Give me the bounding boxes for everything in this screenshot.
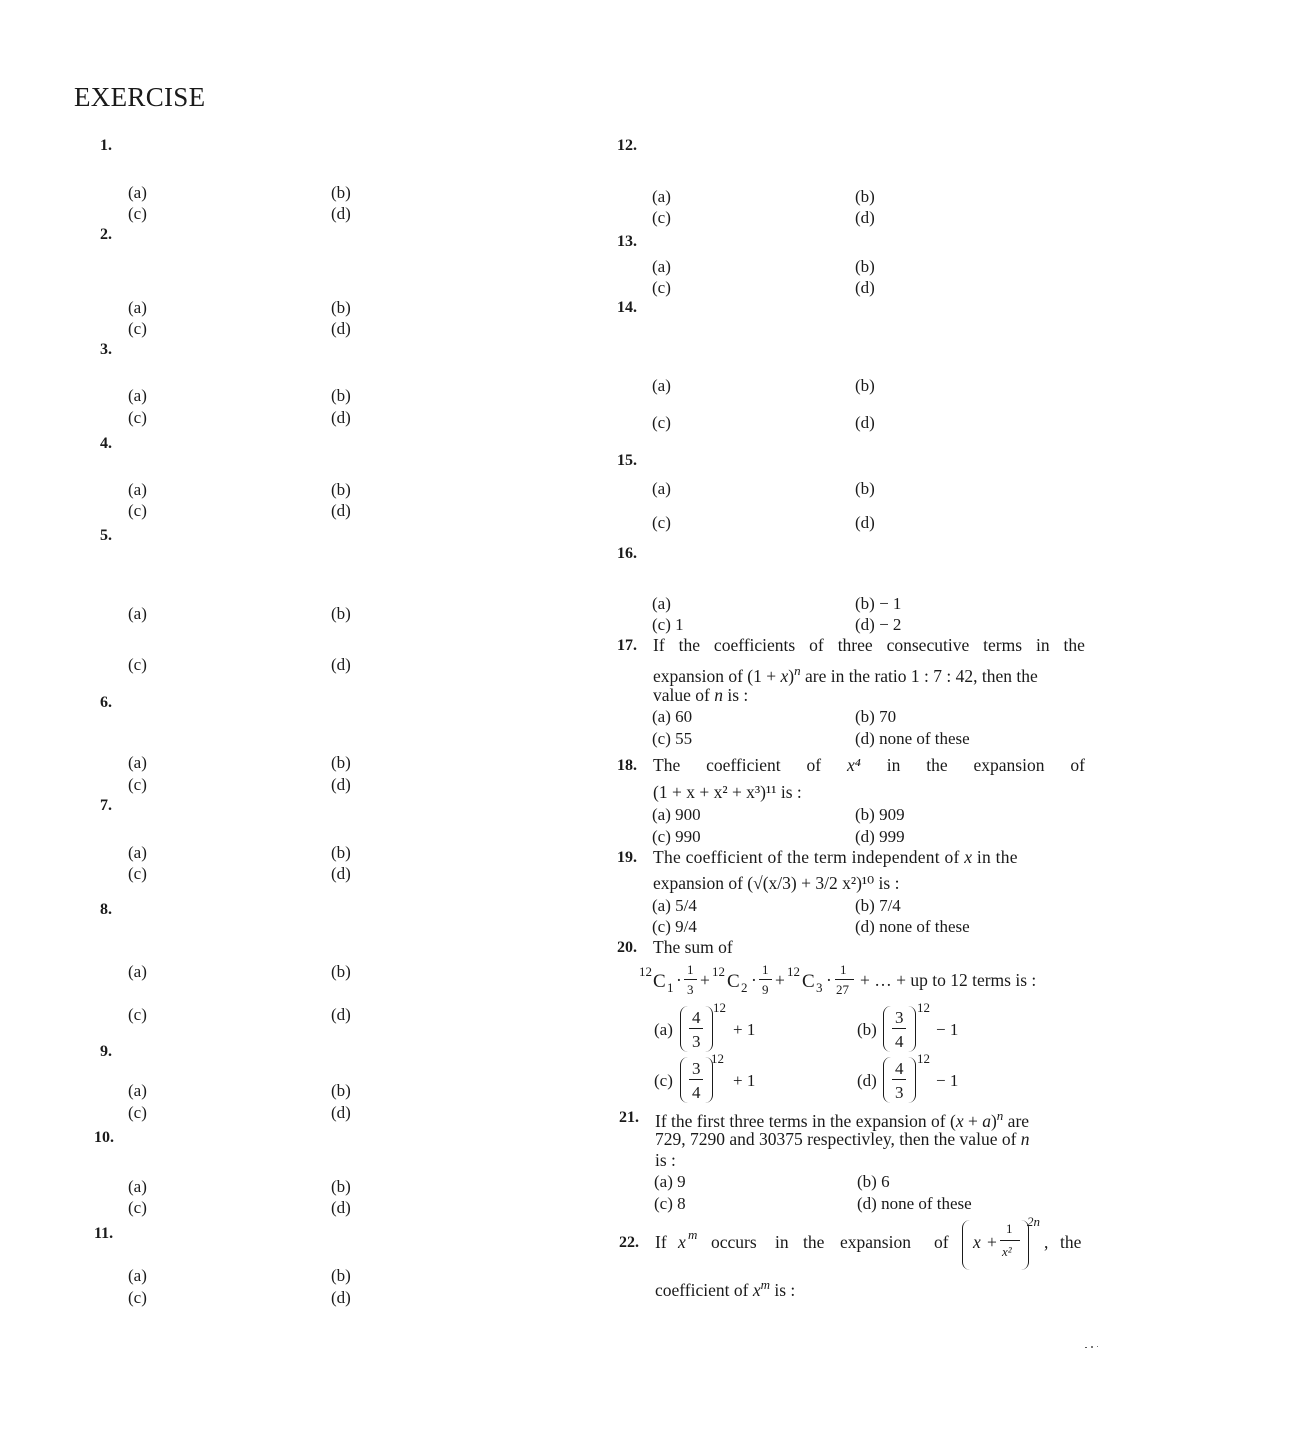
- option-a: (a): [652, 479, 671, 498]
- question-stem-line-1: If the first three terms in the expansion of $(x + a)^n$ are: [655, 1108, 1030, 1131]
- option-a: (a): [652, 257, 671, 276]
- question-number: 4.: [100, 435, 112, 452]
- left-parenthesis: [962, 1220, 970, 1270]
- option-b: (b): [331, 1177, 351, 1196]
- option-a: (a): [128, 480, 147, 499]
- fraction-bar: [689, 1028, 703, 1029]
- fraction-bar: [892, 1028, 906, 1029]
- question-stem-line-2: expansion of $(1 + x)^n$ are in the ratio 1 : 7 : 42, then the: [653, 663, 1038, 686]
- option-label: (a): [654, 1020, 673, 1039]
- term-1-dot: ·: [676, 970, 682, 990]
- term-2-fraction-bar: [759, 979, 772, 980]
- option-c: (c) 1: [652, 615, 684, 634]
- stem-word: of: [934, 1232, 949, 1252]
- expr-plus: +: [987, 1232, 997, 1252]
- option-tail: + 1: [733, 1020, 756, 1039]
- option-d: (d): [855, 208, 875, 227]
- option-d: (d) none of these: [855, 917, 970, 936]
- left-parenthesis: [883, 1057, 891, 1103]
- option-b: (b): [331, 480, 351, 499]
- option-b: (b) 6: [857, 1172, 890, 1191]
- question-number: 7.: [100, 797, 112, 814]
- denominator: 3: [895, 1083, 904, 1102]
- option-b: (b) 909: [855, 805, 905, 824]
- scan-speck-mark: [1085, 1346, 1099, 1349]
- option-b: (b): [331, 962, 351, 981]
- option-a: (a): [128, 962, 147, 981]
- option-c: (c): [128, 655, 147, 674]
- stem-word: in: [775, 1232, 789, 1252]
- question-number: 20.: [617, 939, 637, 956]
- option-b: (b): [855, 187, 875, 206]
- question-number: 2.: [100, 226, 112, 243]
- option-b: (b): [331, 843, 351, 862]
- option-a: (a): [652, 594, 671, 613]
- expr-comma: ,: [1044, 1232, 1049, 1252]
- expr-denominator: x²: [1002, 1244, 1012, 1259]
- stem-word: the: [803, 1232, 825, 1252]
- question-stem-line-3: value of n is :: [653, 685, 749, 705]
- option-b: (b): [855, 257, 875, 276]
- option-c: (c): [128, 1198, 147, 1217]
- question-number: 14.: [617, 299, 637, 316]
- option-c: (c): [128, 775, 147, 794]
- right-parenthesis: [705, 1006, 713, 1052]
- option-a: (a): [128, 1081, 147, 1100]
- right-parenthesis: [908, 1057, 916, 1103]
- question-number: 1.: [100, 137, 112, 154]
- option-a: (a): [652, 187, 671, 206]
- option-b: (b): [855, 376, 875, 395]
- term-3-fraction-bar: [835, 979, 854, 980]
- option-b: (b) 70: [855, 707, 897, 726]
- question-number: 3.: [100, 341, 112, 358]
- exponent: 12: [711, 1051, 724, 1066]
- option-d: (d): [331, 408, 351, 427]
- option-d: (d): [855, 413, 875, 432]
- option-a: (a): [128, 183, 147, 202]
- option-b: (b): [331, 604, 351, 623]
- question-stem-line-1: The coefficient of x⁴ in the expansion of: [653, 755, 1085, 775]
- question-number: 8.: [100, 901, 112, 918]
- fraction-bar: [689, 1079, 703, 1080]
- question-stem-line-3: is :: [655, 1150, 676, 1170]
- option-d: (d) − 2: [855, 615, 902, 634]
- question-number: 5.: [100, 527, 112, 544]
- question-number: 12.: [617, 137, 637, 154]
- option-d: (d) 999: [855, 827, 905, 846]
- expr-variable: x: [973, 1232, 981, 1252]
- option-b: (b): [331, 298, 351, 317]
- term-2-denominator: 9: [762, 982, 769, 997]
- term-3-subscript: 3: [816, 980, 823, 995]
- question-stem-line-2: 729, 7290 and 30375 respectivley, then the value of n: [655, 1129, 1030, 1149]
- term-2-numerator: 1: [762, 962, 769, 977]
- page-title: EXERCISE: [74, 82, 206, 112]
- option-a: (a): [128, 1266, 147, 1285]
- option-d: (d): [855, 513, 875, 532]
- left-parenthesis: [680, 1057, 688, 1103]
- stem-word: expansion: [840, 1232, 911, 1252]
- term-1-subscript: 1: [667, 980, 674, 995]
- option-c: (c) 55: [652, 729, 693, 748]
- term-1-denominator: 3: [687, 982, 694, 997]
- left-parenthesis: [680, 1006, 688, 1052]
- question-number: 15.: [617, 452, 637, 469]
- option-a: (a): [128, 386, 147, 405]
- option-d: (d): [331, 1005, 351, 1024]
- question-number: 6.: [100, 694, 112, 711]
- option-d: (d): [331, 501, 351, 520]
- term-2-dot: ·: [751, 970, 757, 990]
- numerator: 4: [895, 1059, 904, 1078]
- option-c: (c): [128, 1005, 147, 1024]
- expr-numerator: 1: [1006, 1221, 1013, 1236]
- option-c: (c): [128, 204, 147, 223]
- option-c: (c): [652, 413, 671, 432]
- term-2-superscript: 12: [712, 964, 725, 979]
- option-a: (a) 9: [654, 1172, 686, 1191]
- term-1-numerator: 1: [687, 962, 694, 977]
- option-b: (b): [331, 1266, 351, 1285]
- exponent: 12: [713, 1000, 726, 1015]
- left-parenthesis: [883, 1006, 891, 1052]
- question-number: 16.: [617, 545, 637, 562]
- option-d: (d): [331, 775, 351, 794]
- term-1-fraction-bar: [684, 979, 697, 980]
- option-label: (b): [857, 1020, 877, 1039]
- option-c: (c) 8: [654, 1194, 686, 1213]
- option-tail: + 1: [733, 1071, 756, 1090]
- option-d: (d): [331, 204, 351, 223]
- option-b: (b): [331, 183, 351, 202]
- question-stem-line-2: expansion of (√(x/3) + 3/2 x²)¹⁰ is :: [653, 873, 900, 893]
- term-3-dot: ·: [826, 970, 832, 990]
- option-d: (d) none of these: [857, 1194, 972, 1213]
- question-stem-line-2: coefficient of $x^m$ is :: [655, 1277, 796, 1300]
- option-tail: − 1: [936, 1071, 959, 1090]
- question-number: 19.: [617, 849, 637, 866]
- question-stem-line-1: The sum of: [653, 937, 733, 957]
- term-3-c: C: [802, 971, 815, 992]
- expr-exponent: 2n: [1027, 1214, 1040, 1229]
- option-d: (d) none of these: [855, 729, 970, 748]
- denominator: 4: [692, 1083, 701, 1102]
- option-d: (d): [331, 1103, 351, 1122]
- option-a: (a) 60: [652, 707, 693, 726]
- stem-word: If: [655, 1232, 667, 1252]
- numerator: 3: [895, 1008, 904, 1027]
- option-label: (c): [654, 1071, 673, 1090]
- question-stem-line-2: (1 + x + x² + x³)¹¹ is :: [653, 782, 802, 802]
- question-number: 17.: [617, 637, 637, 654]
- option-c: (c): [652, 208, 671, 227]
- option-d: (d): [331, 655, 351, 674]
- option-b: (b): [855, 479, 875, 498]
- option-a: (a): [128, 298, 147, 317]
- stem-exponent: m: [688, 1227, 698, 1242]
- stem-word: the: [1060, 1232, 1082, 1252]
- option-d: (d): [331, 864, 351, 883]
- option-c: (c) 990: [652, 827, 701, 846]
- exponent: 12: [917, 1051, 930, 1066]
- option-a: (a): [128, 753, 147, 772]
- option-c: (c): [128, 1288, 147, 1307]
- stem-word: occurs: [711, 1232, 757, 1252]
- option-c: (c): [128, 864, 147, 883]
- question-number: 11.: [94, 1225, 114, 1242]
- option-c: (c): [652, 278, 671, 297]
- option-b: (b): [331, 386, 351, 405]
- question-number: 13.: [617, 233, 637, 250]
- option-c: (c): [128, 319, 147, 338]
- plus-sign: +: [700, 970, 710, 990]
- option-b: (b): [331, 1081, 351, 1100]
- option-d: (d): [331, 1198, 351, 1217]
- option-b: (b): [331, 753, 351, 772]
- term-3-numerator: 1: [840, 962, 847, 977]
- term-1-superscript: 12: [639, 964, 652, 979]
- denominator: 4: [895, 1032, 904, 1051]
- term-2-c: C: [727, 971, 740, 992]
- option-d: (d): [331, 319, 351, 338]
- option-a: (a): [128, 604, 147, 623]
- numerator: 3: [692, 1059, 701, 1078]
- option-label: (d): [857, 1071, 877, 1090]
- fraction-bar: [892, 1079, 906, 1080]
- term-3-superscript: 12: [787, 964, 800, 979]
- question-number: 10.: [94, 1129, 114, 1146]
- question-number: 21.: [619, 1109, 639, 1126]
- option-a: (a): [128, 1177, 147, 1196]
- question-stem-line-1: The coefficient of the term independent of x in the: [653, 847, 1018, 867]
- option-a: (a): [128, 843, 147, 862]
- exponent: 12: [917, 1000, 930, 1015]
- plus-sign: +: [775, 970, 785, 990]
- option-a: (a) 5/4: [652, 896, 697, 915]
- option-c: (c): [128, 408, 147, 427]
- series-tail: + … + up to 12 terms is :: [860, 970, 1037, 990]
- question-number: 22.: [619, 1234, 639, 1251]
- option-d: (d): [331, 1288, 351, 1307]
- question-stem-line-1: If the coefficients of three consecutive terms in the: [653, 635, 1085, 655]
- term-2-subscript: 2: [741, 980, 748, 995]
- stem-variable: x: [678, 1232, 686, 1252]
- option-c: (c): [128, 1103, 147, 1122]
- option-b: (b) 7/4: [855, 896, 901, 915]
- numerator: 4: [692, 1008, 701, 1027]
- term-3-denominator: 27: [836, 982, 849, 997]
- term-1-c: C: [653, 971, 666, 992]
- expr-fraction-bar: [1000, 1240, 1020, 1241]
- option-d: (d): [855, 278, 875, 297]
- option-tail: − 1: [936, 1020, 959, 1039]
- option-a: (a) 900: [652, 805, 701, 824]
- option-a: (a): [652, 376, 671, 395]
- option-b: (b) − 1: [855, 594, 902, 613]
- denominator: 3: [692, 1032, 701, 1051]
- option-c: (c): [652, 513, 671, 532]
- question-number: 9.: [100, 1043, 112, 1060]
- question-number: 18.: [617, 757, 637, 774]
- option-c: (c): [128, 501, 147, 520]
- option-c: (c) 9/4: [652, 917, 697, 936]
- right-parenthesis: [908, 1006, 916, 1052]
